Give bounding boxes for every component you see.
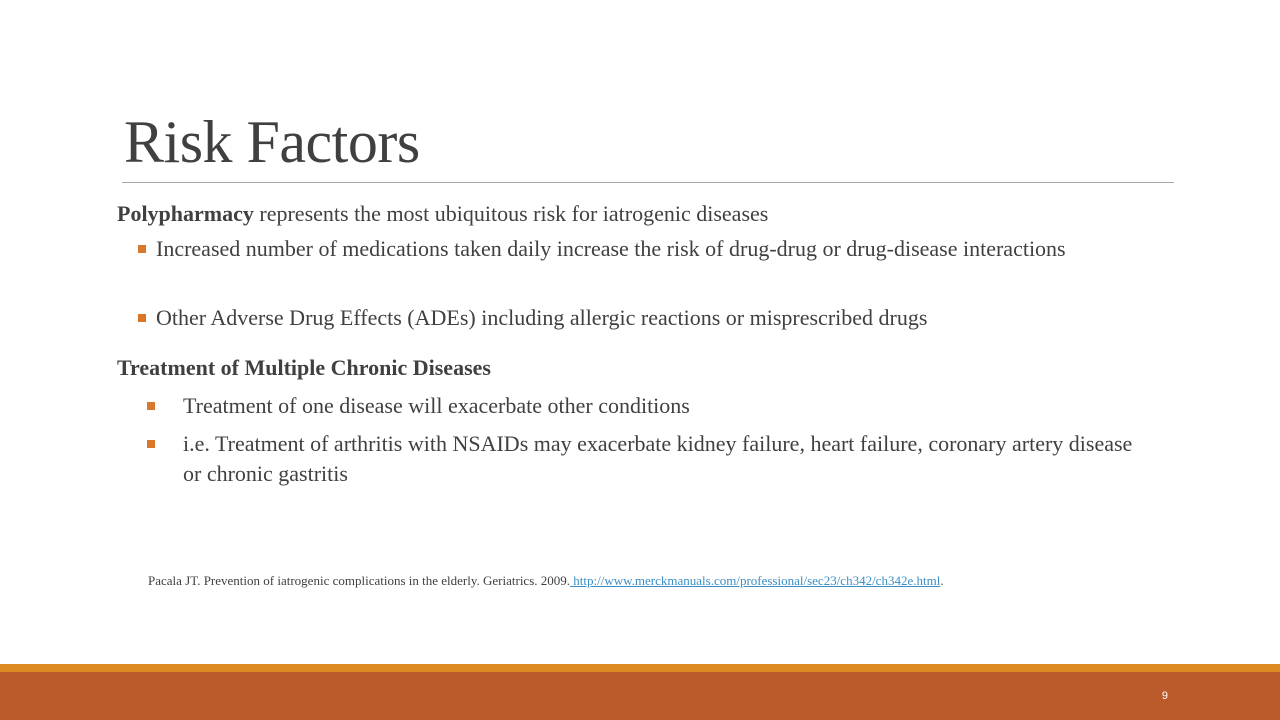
bullet-text: Increased number of medications taken daily increase the risk of drug-drug or drug-disease interactions bbox=[156, 236, 1066, 261]
page-number: 9 bbox=[1161, 690, 1168, 702]
list-item bbox=[138, 303, 1158, 333]
list-item bbox=[147, 391, 1147, 421]
title-divider bbox=[122, 182, 1174, 183]
reference-citation bbox=[148, 572, 944, 590]
list-item bbox=[138, 234, 1118, 264]
footer-accent-stripe bbox=[0, 664, 1280, 672]
square-bullet-icon bbox=[147, 402, 155, 410]
square-bullet-icon bbox=[138, 245, 146, 253]
polypharmacy-heading bbox=[117, 199, 768, 229]
citation-text: Pacala JT. Prevention of iatrogenic complications in the elderly. Geriatrics. 2009. bbox=[148, 573, 571, 588]
polypharmacy-term: Polypharmacy bbox=[117, 201, 254, 226]
bullet-text: i.e. Treatment of arthritis with NSAIDs may exacerbate kidney failure, heart failure, coronary artery disease or chronic gastritis bbox=[183, 431, 1133, 486]
list-item bbox=[147, 429, 1147, 489]
square-bullet-icon bbox=[147, 440, 155, 448]
bullet-text: Treatment of one disease will exacerbate other conditions bbox=[183, 393, 690, 418]
citation-trailing: . bbox=[940, 573, 944, 588]
slide-title: Risk Factors bbox=[124, 109, 420, 175]
footer-bar bbox=[0, 672, 1280, 720]
reference-link[interactable]: http://www.merckmanuals.com/professional/sec23/ch342/ch342e.html bbox=[570, 573, 941, 588]
polypharmacy-description: represents the most ubiquitous risk for iatrogenic diseases bbox=[253, 201, 769, 226]
chronic-diseases-heading: Treatment of Multiple Chronic Diseases bbox=[117, 355, 491, 380]
bullet-text: Other Adverse Drug Effects (ADEs) including allergic reactions or misprescribed drugs bbox=[156, 305, 928, 330]
square-bullet-icon bbox=[138, 314, 146, 322]
